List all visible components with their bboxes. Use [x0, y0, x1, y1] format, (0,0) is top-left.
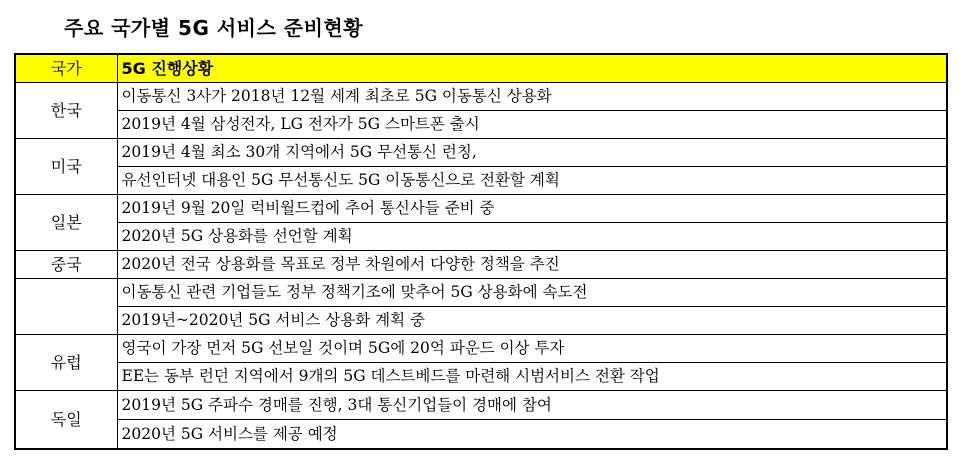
status-cell: 2019년 4월 최소 30개 지역에서 5G 무선통신 런칭, [117, 139, 947, 167]
country-cell-europe: 유럽 [15, 335, 117, 391]
table-row [15, 195, 947, 223]
country-cell-japan: 일본 [15, 195, 117, 251]
country-cell-korea: 한국 [15, 83, 117, 139]
table-row [15, 279, 947, 307]
country-cell-blank [15, 279, 117, 335]
status-cell: 2019년 4월 삼성전자, LG 전자가 5G 스마트폰 출시 [117, 111, 947, 139]
status-cell: 영국이 가장 먼저 5G 선보일 것이며 5G에 20억 파운드 이상 투자 [117, 335, 947, 363]
country-cell-china: 중국 [15, 251, 117, 279]
table-row [15, 335, 947, 363]
status-table [14, 53, 948, 450]
status-cell: 이동통신 3사가 2018년 12월 세계 최초로 5G 이동통신 상용화 [117, 83, 947, 111]
page-title: 주요 국가별 5G 서비스 준비현황 [64, 16, 364, 40]
status-cell: 2020년 5G 서비스를 제공 예정 [117, 420, 947, 450]
status-cell: 2020년 5G 상용화를 선언할 계획 [117, 223, 947, 251]
status-cell: 이동통신 관련 기업들도 정부 정책기조에 맞추어 5G 상용화에 속도전 [117, 279, 947, 307]
table-row [15, 420, 947, 450]
status-cell: 유선인터넷 대용인 5G 무선통신도 5G 이동통신으로 전환할 계획 [117, 167, 947, 195]
status-cell: 2019년 9월 20일 럭비월드컵에 추어 통신사들 준비 중 [117, 195, 947, 223]
table-row [15, 139, 947, 167]
table-row [15, 307, 947, 335]
status-cell: 2019년 5G 주파수 경매를 진행, 3대 통신기업들이 경매에 참여 [117, 391, 947, 420]
table-row [15, 83, 947, 111]
status-cell: 2019년~2020년 5G 서비스 상용화 계획 중 [117, 307, 947, 335]
table-row [15, 363, 947, 391]
table-header-row [15, 54, 947, 83]
table-row [15, 251, 947, 279]
country-cell-germany: 독일 [15, 391, 117, 450]
header-status: 5G 진행상황 [117, 54, 947, 83]
status-cell: 2020년 전국 상용화를 목표로 정부 차원에서 다양한 정책을 추진 [117, 251, 947, 279]
header-country: 국가 [15, 54, 117, 83]
table-row [15, 391, 947, 420]
table-row [15, 111, 947, 139]
table-row [15, 223, 947, 251]
country-cell-usa: 미국 [15, 139, 117, 195]
table-row [15, 167, 947, 195]
status-cell: EE는 동부 런던 지역에서 9개의 5G 데스트베드를 마련해 시범서비스 전환 작업 [117, 363, 947, 391]
